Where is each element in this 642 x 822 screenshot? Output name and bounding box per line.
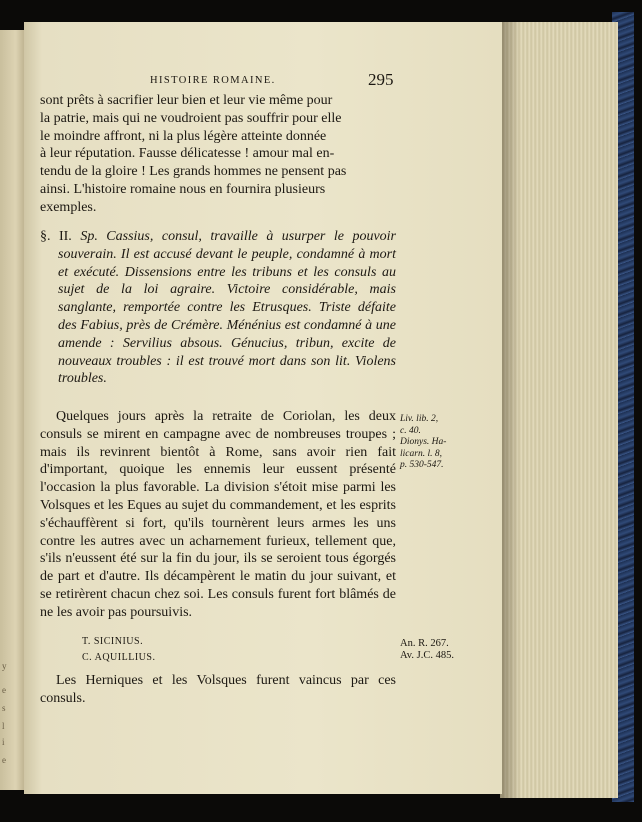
page-gutter-shadow	[500, 22, 520, 798]
running-title: HISTOIRE ROMAINE.	[150, 75, 276, 86]
text-line: exemples.	[40, 199, 97, 215]
left-margin-mark: y	[2, 661, 7, 671]
text-line: la patrie, mais qui ne voudroient pas souffrir pour elle	[40, 110, 342, 126]
text-line: ainsi. L'histoire romaine nous en fournira plusieurs	[40, 181, 326, 197]
intro-paragraph	[40, 92, 396, 217]
left-margin-mark: e	[2, 755, 6, 765]
consul-name: C. AQUILLIUS.	[82, 652, 156, 663]
text-line: à leur réputation. Fausse délicatesse ! amour mal en-	[40, 146, 335, 162]
left-margin-mark: i	[2, 737, 5, 747]
year-note-line: An. R. 267.	[400, 638, 449, 649]
left-margin-mark: l	[2, 721, 5, 731]
section-number: §. II.	[40, 229, 72, 244]
main-paragraph	[40, 408, 396, 622]
side-note-line: Liv. lib. 2,	[400, 414, 439, 424]
consul-name: T. SICINIUS.	[82, 636, 144, 647]
page-number: 295	[368, 70, 394, 89]
text-line: sont prêts à sacrifier leur bien et leur vie même pour	[40, 93, 333, 108]
closing-text: Les Herniques et les Volsques furent vaincus par ces consuls.	[40, 673, 396, 706]
summary-paragraph	[40, 228, 396, 388]
left-margin-mark: s	[2, 703, 6, 713]
consul-names	[82, 634, 155, 666]
text-line: le moindre affront, ni la plus légère atteinte donnée	[40, 128, 327, 144]
side-note-line: p. 530-547.	[400, 460, 444, 470]
previous-page-edge	[0, 30, 26, 790]
section-summary	[40, 228, 396, 388]
closing-paragraph	[40, 672, 396, 708]
side-note-line: c. 40.	[400, 425, 421, 436]
year-note-line: Av. J.C. 485.	[400, 650, 454, 661]
summary-text: Sp. Cassius, consul, travaille à usurper le pouvoir souverain. Il est accusé devant le peuple, condamné à mort et exécuté. Dissensions entre les tribuns et les consuls au sujet de la loi agraire. Victoire considérable, mais sanglante, remportée contre les Etrusques. Triste défaite des Fabius, près de Crémère. Ménénius est condamné à une amende : Servilius absous. Génucius, tribun, excite de nouveaux troubles : il est trouvé mort dans son lit. Violens troubles.	[58, 229, 396, 387]
side-note-year	[400, 638, 474, 662]
side-note-line: Dionys. Ha-	[400, 437, 447, 447]
main-text: Quelques jours après la retraite de Coriolan, les deux consuls se mirent en campagne avec de nombreuses troupes ; mais ils revinrent bientôt à Rome, sans avoir rien fait d'important, quoique les ennemis leur eussent présenté l'occasion la plus favorable. La division s'étoit mise parmi les Volsques et les Eques au sujet du commandement, et les esprits s'échauffèrent si fort, qu'ils tournèrent leurs armes les uns contre les autres avec un acharnement furieux, tellement que, s'ils n'eussent été sur la fin du jour, ils se seroient tous égorgés de part et d'autre. Ils décampèrent le matin du jour suivant, et se retirèrent chacun chez soi. Les consuls furent fort blâmés de ne les avoir pas poursuivis.	[40, 409, 396, 620]
left-margin-mark: e	[2, 685, 6, 695]
text-line: tendu de la gloire ! Les grands hommes ne pensent pas	[40, 164, 347, 180]
side-note-sources	[400, 414, 474, 472]
side-note-line: licarn. l. 8,	[400, 448, 442, 459]
